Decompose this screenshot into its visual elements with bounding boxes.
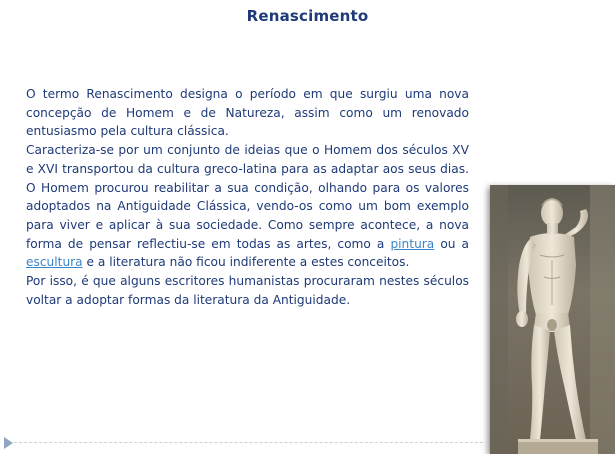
paragraph-text: ou a	[434, 236, 470, 251]
slide-body	[26, 85, 469, 309]
escultura-link[interactable]: escultura	[26, 255, 83, 270]
paragraph-conclusion: Por isso, é que alguns escritores humanistas procuraram nestes séculos voltar a adoptar formas da literatura da Antiguidade.	[26, 274, 469, 307]
paragraph-characterization	[26, 141, 469, 272]
pintura-link[interactable]: pintura	[390, 236, 435, 251]
paragraph-text: e a literatura não ficou indiferente a estes conceitos.	[82, 255, 410, 270]
paragraph-text: Caracteriza-se por um conjunto de ideias que o Homem dos séculos XV e XVI transportou da cultura greco-latina para as adaptar aos seus dias. O Homem procurou reabilitar a sua condição, olhando para os valores adoptados na Antiguidade Clássica, vendo-os como um bom exemplo para viver e aplicar à sua sociedade. Como sempre acontece, a nova forma de pensar reflectiu-se em todas as artes, como a	[26, 143, 469, 251]
play-triangle-icon[interactable]	[4, 437, 13, 449]
slide-title: Renascimento	[246, 7, 369, 25]
paragraph-intro: O termo Renascimento designa o período em que surgiu uma nova concepção de Homem e de Natureza, assim como um renovado entusiasmo pela cultura clássica.	[26, 87, 469, 139]
statue-of-david-image	[490, 185, 615, 454]
slide-divider	[14, 442, 488, 443]
